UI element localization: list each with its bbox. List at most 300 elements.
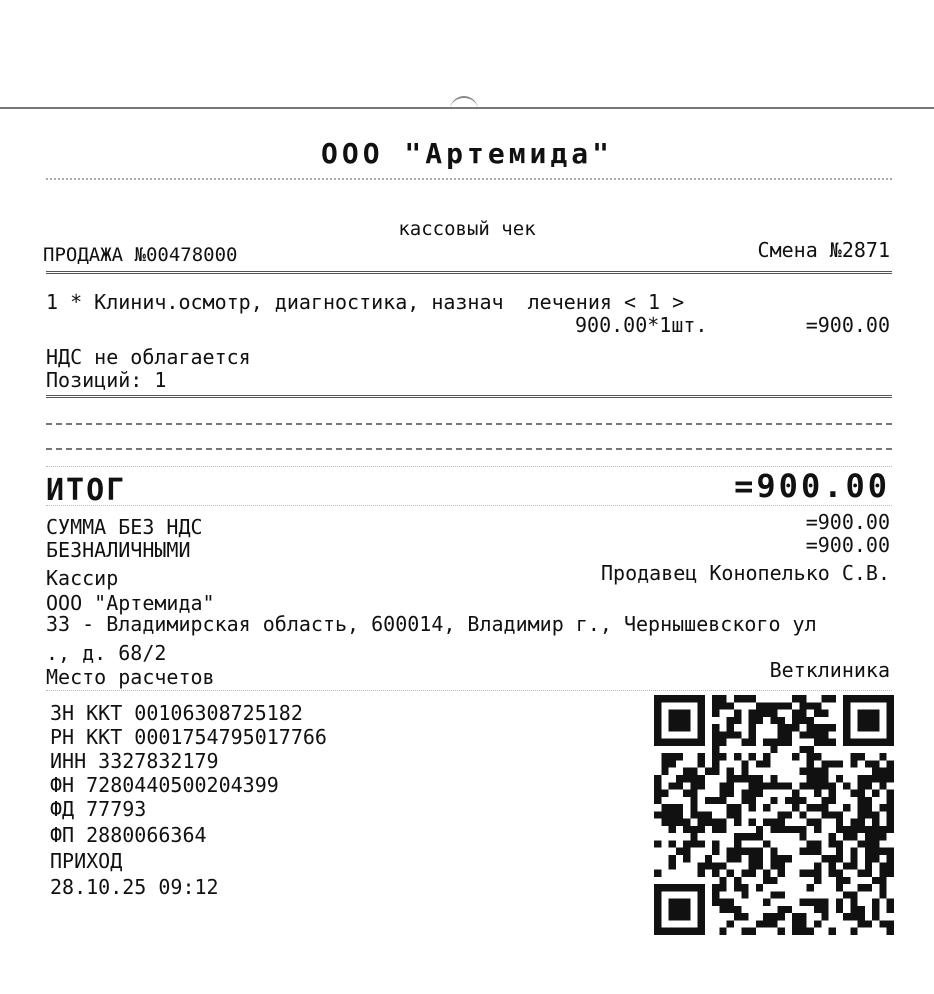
qr-module — [879, 877, 886, 884]
qr-module — [807, 782, 814, 789]
qr-module — [836, 811, 843, 818]
qr-module — [850, 790, 857, 797]
qr-module — [799, 768, 806, 775]
qr-module — [712, 753, 719, 760]
qr-module — [770, 826, 777, 833]
qr-module — [821, 913, 828, 920]
qr-module — [698, 870, 705, 877]
qr-module — [741, 891, 748, 898]
qr-module — [654, 906, 661, 913]
qr-module — [778, 702, 785, 709]
qr-module — [690, 695, 697, 702]
qr-module — [807, 899, 814, 906]
qr-module — [887, 768, 894, 775]
qr-module — [712, 797, 719, 804]
qr-module — [727, 848, 734, 855]
qr-module — [836, 899, 843, 906]
qr-module — [792, 928, 799, 935]
qr-module — [698, 731, 705, 738]
qr-module — [712, 891, 719, 898]
fd-number: ФД 77793 — [50, 797, 147, 821]
qr-module — [850, 753, 857, 760]
qr-module — [741, 797, 748, 804]
qr-module — [683, 899, 690, 906]
qr-module — [778, 913, 785, 920]
qr-module — [858, 739, 865, 746]
qr-module — [683, 826, 690, 833]
qr-module — [712, 870, 719, 877]
qr-module — [654, 913, 661, 920]
qr-module — [756, 775, 763, 782]
qr-module — [741, 775, 748, 782]
qr-module — [858, 826, 865, 833]
qr-module — [669, 695, 676, 702]
qr-module — [821, 695, 828, 702]
qr-module — [887, 899, 894, 906]
qr-module — [770, 862, 777, 869]
qr-module — [698, 891, 705, 898]
qr-module — [858, 695, 865, 702]
qr-module — [879, 782, 886, 789]
qr-module — [872, 760, 879, 767]
qr-module — [807, 724, 814, 731]
qr-module — [872, 724, 879, 731]
qr-module — [858, 790, 865, 797]
qr-module — [734, 913, 741, 920]
qr-module — [778, 855, 785, 862]
rn-kkt: РН ККТ 0001754795017766 — [50, 725, 327, 749]
qr-module — [770, 797, 777, 804]
qr-module — [676, 710, 683, 717]
qr-module — [683, 906, 690, 913]
separator — [46, 690, 892, 691]
qr-module — [850, 891, 857, 898]
qr-module — [792, 826, 799, 833]
qr-module — [690, 782, 697, 789]
qr-module — [712, 848, 719, 855]
qr-module — [865, 920, 872, 927]
qr-module — [705, 819, 712, 826]
qr-module — [654, 920, 661, 927]
qr-module — [749, 731, 756, 738]
qr-module — [705, 797, 712, 804]
qr-module — [690, 811, 697, 818]
qr-module — [763, 753, 770, 760]
qr-module — [763, 739, 770, 746]
qr-module — [727, 717, 734, 724]
qr-module — [741, 760, 748, 767]
qr-module — [814, 899, 821, 906]
qr-module — [785, 782, 792, 789]
qr-module — [756, 782, 763, 789]
qr-module — [829, 870, 836, 877]
qr-module — [887, 731, 894, 738]
qr-module — [785, 724, 792, 731]
qr-module — [799, 826, 806, 833]
qr-module — [778, 891, 785, 898]
qr-module — [887, 797, 894, 804]
qr-module — [712, 840, 719, 847]
qr-module — [843, 826, 850, 833]
qr-module — [698, 811, 705, 818]
qr-module — [683, 790, 690, 797]
qr-module — [712, 731, 719, 738]
qr-module — [807, 884, 814, 891]
qr-module — [778, 928, 785, 935]
qr-module — [763, 913, 770, 920]
qr-module — [683, 884, 690, 891]
qr-module — [829, 840, 836, 847]
qr-module — [872, 906, 879, 913]
qr-module — [756, 884, 763, 891]
qr-module — [698, 739, 705, 746]
qr-module — [799, 811, 806, 818]
qr-module — [872, 877, 879, 884]
qr-module — [756, 790, 763, 797]
qr-module — [727, 870, 734, 877]
qr-module — [719, 782, 726, 789]
qr-module — [705, 768, 712, 775]
qr-module — [734, 855, 741, 862]
qr-module — [850, 899, 857, 906]
qr-module — [879, 833, 886, 840]
qr-module — [836, 840, 843, 847]
qr-module — [749, 928, 756, 935]
qr-module — [807, 848, 814, 855]
qr-module — [799, 899, 806, 906]
qr-module — [829, 695, 836, 702]
item-description: 1 * Клинич.осмотр, диагностика, назнач лечения < 1 > — [46, 290, 685, 314]
qr-module — [879, 775, 886, 782]
qr-module — [799, 848, 806, 855]
qr-module — [669, 753, 676, 760]
qr-module — [778, 717, 785, 724]
qr-module — [661, 819, 668, 826]
qr-module — [676, 811, 683, 818]
qr-module — [669, 819, 676, 826]
qr-module — [872, 811, 879, 818]
qr-module — [705, 811, 712, 818]
qr-module — [770, 775, 777, 782]
qr-module — [887, 695, 894, 702]
qr-module — [778, 862, 785, 869]
qr-module — [850, 913, 857, 920]
qr-module — [843, 804, 850, 811]
qr-module — [814, 804, 821, 811]
qr-module — [785, 702, 792, 709]
qr-module — [865, 782, 872, 789]
qr-module — [807, 870, 814, 877]
separator — [46, 395, 892, 398]
qr-module — [727, 855, 734, 862]
qr-module — [698, 702, 705, 709]
qr-module — [836, 906, 843, 913]
qr-module — [858, 775, 865, 782]
qr-module — [749, 790, 756, 797]
qr-module — [865, 739, 872, 746]
qr-module — [690, 928, 697, 935]
qr-module — [778, 906, 785, 913]
qr-module — [799, 702, 806, 709]
qr-module — [814, 826, 821, 833]
qr-module — [814, 731, 821, 738]
qr-module — [698, 899, 705, 906]
qr-module — [858, 906, 865, 913]
qr-module — [814, 840, 821, 847]
qr-module — [829, 724, 836, 731]
qr-module — [749, 695, 756, 702]
seller-name: Продавец Конопелько С.В. — [601, 561, 890, 585]
qr-module — [741, 790, 748, 797]
qr-module — [778, 870, 785, 877]
qr-module — [698, 913, 705, 920]
qr-module — [654, 899, 661, 906]
qr-module — [669, 826, 676, 833]
qr-module — [887, 855, 894, 862]
qr-module — [836, 877, 843, 884]
qr-module — [676, 724, 683, 731]
qr-module — [858, 724, 865, 731]
zn-kkt: ЗН ККТ 00106308725182 — [50, 701, 303, 725]
qr-module — [719, 739, 726, 746]
address-line-2: ., д. 68/2 — [46, 641, 167, 665]
qr-module — [727, 782, 734, 789]
qr-module — [829, 811, 836, 818]
qr-module — [858, 920, 865, 927]
qr-module — [821, 899, 828, 906]
cashless-value: =900.00 — [805, 533, 890, 557]
qr-module — [879, 695, 886, 702]
qr-module — [879, 739, 886, 746]
qr-module — [858, 840, 865, 847]
qr-module — [741, 739, 748, 746]
positions-count: Позиций: 1 — [46, 368, 167, 392]
qr-module — [690, 833, 697, 840]
qr-module — [872, 855, 879, 862]
qr-module — [683, 928, 690, 935]
qr-module — [821, 768, 828, 775]
qr-module — [829, 790, 836, 797]
qr-module — [821, 739, 828, 746]
qr-module — [676, 884, 683, 891]
separator — [46, 271, 892, 274]
qr-module — [712, 884, 719, 891]
qr-module — [698, 862, 705, 869]
qr-module — [799, 746, 806, 753]
qr-module — [719, 928, 726, 935]
qr-module — [690, 804, 697, 811]
qr-module — [676, 804, 683, 811]
qr-module — [763, 819, 770, 826]
qr-module — [763, 804, 770, 811]
qr-module — [698, 928, 705, 935]
qr-module — [778, 819, 785, 826]
qr-module — [865, 870, 872, 877]
qr-module — [690, 768, 697, 775]
qr-module — [807, 840, 814, 847]
qr-module — [785, 906, 792, 913]
vat-note: НДС не облагается — [46, 345, 251, 369]
qr-module — [654, 928, 661, 935]
qr-module — [669, 928, 676, 935]
qr-module — [887, 870, 894, 877]
qr-module — [734, 717, 741, 724]
qr-module — [749, 855, 756, 862]
qr-module — [756, 760, 763, 767]
shift-number: Смена №2871 — [757, 238, 890, 262]
qr-module — [887, 862, 894, 869]
qr-module — [676, 775, 683, 782]
sale-number: ПРОДАЖА №00478000 — [43, 244, 238, 266]
qr-module — [749, 753, 756, 760]
qr-module — [872, 899, 879, 906]
qr-module — [865, 884, 872, 891]
qr-module — [865, 695, 872, 702]
qr-module — [799, 782, 806, 789]
qr-module — [763, 710, 770, 717]
qr-module — [858, 710, 865, 717]
qr-module — [843, 702, 850, 709]
separator — [46, 178, 892, 180]
qr-module — [719, 753, 726, 760]
qr-module — [792, 790, 799, 797]
qr-module — [741, 833, 748, 840]
qr-module — [719, 790, 726, 797]
qr-module — [749, 710, 756, 717]
qr-module — [727, 724, 734, 731]
qr-module — [858, 804, 865, 811]
qr-module — [814, 870, 821, 877]
qr-module — [799, 797, 806, 804]
qr-module — [865, 760, 872, 767]
qr-module — [785, 797, 792, 804]
qr-module — [858, 753, 865, 760]
qr-module — [770, 819, 777, 826]
sum-without-vat-label: СУММА БЕЗ НДС — [46, 515, 203, 539]
qr-module — [872, 775, 879, 782]
qr-module — [821, 906, 828, 913]
qr-module — [887, 717, 894, 724]
qr-module — [887, 826, 894, 833]
qr-module — [719, 702, 726, 709]
qr-module — [698, 840, 705, 847]
qr-module — [872, 913, 879, 920]
qr-module — [676, 848, 683, 855]
qr-module — [865, 717, 872, 724]
settlement-place-label: Место расчетов — [46, 665, 215, 689]
qr-module — [829, 782, 836, 789]
qr-module — [712, 710, 719, 717]
qr-module — [676, 899, 683, 906]
qr-module — [690, 797, 697, 804]
qr-module — [821, 804, 828, 811]
qr-module — [734, 848, 741, 855]
qr-module — [763, 877, 770, 884]
qr-module — [661, 790, 668, 797]
qr-module — [887, 906, 894, 913]
qr-module — [676, 928, 683, 935]
qr-module — [683, 819, 690, 826]
qr-module — [756, 833, 763, 840]
qr-module — [719, 797, 726, 804]
qr-module — [799, 913, 806, 920]
qr-module — [785, 826, 792, 833]
qr-module — [727, 906, 734, 913]
qr-module — [836, 855, 843, 862]
qr-module — [814, 753, 821, 760]
qr-module — [887, 702, 894, 709]
qr-module — [712, 760, 719, 767]
qr-module — [865, 840, 872, 847]
qr-module — [669, 717, 676, 724]
qr-module — [887, 811, 894, 818]
qr-module — [814, 790, 821, 797]
separator — [46, 423, 892, 425]
operation-type: ПРИХОД — [50, 849, 123, 873]
qr-module — [850, 739, 857, 746]
qr-module — [821, 855, 828, 862]
qr-module — [865, 724, 872, 731]
qr-module — [865, 833, 872, 840]
qr-module — [865, 862, 872, 869]
qr-module — [683, 913, 690, 920]
cashier-label: Кассир — [46, 566, 119, 590]
qr-module — [669, 804, 676, 811]
qr-module — [690, 790, 697, 797]
qr-module — [887, 724, 894, 731]
qr-module — [814, 775, 821, 782]
qr-module — [879, 848, 886, 855]
qr-module — [676, 739, 683, 746]
qr-module — [719, 826, 726, 833]
qr-module — [770, 702, 777, 709]
qr-module — [872, 840, 879, 847]
qr-module — [669, 899, 676, 906]
qr-module — [661, 804, 668, 811]
qr-module — [683, 840, 690, 847]
paper-edge — [0, 107, 934, 109]
qr-module — [887, 760, 894, 767]
qr-module — [654, 775, 661, 782]
qr-module — [850, 928, 857, 935]
qr-module — [763, 702, 770, 709]
qr-module — [676, 695, 683, 702]
qr-module — [763, 782, 770, 789]
qr-module — [770, 782, 777, 789]
qr-module — [799, 695, 806, 702]
qr-module — [814, 702, 821, 709]
qr-module — [887, 790, 894, 797]
qr-module — [676, 819, 683, 826]
qr-module — [749, 804, 756, 811]
qr-module — [654, 840, 661, 847]
qr-module — [676, 913, 683, 920]
qr-module — [749, 833, 756, 840]
qr-module — [756, 710, 763, 717]
qr-module — [763, 760, 770, 767]
qr-module — [727, 702, 734, 709]
qr-module — [879, 826, 886, 833]
organization-name: ООО "Артемида" — [46, 591, 215, 615]
qr-module — [669, 862, 676, 869]
qr-module — [683, 775, 690, 782]
qr-module — [698, 717, 705, 724]
qr-module — [865, 826, 872, 833]
qr-module — [669, 760, 676, 767]
qr-module — [843, 782, 850, 789]
qr-module — [843, 710, 850, 717]
qr-module — [669, 855, 676, 862]
